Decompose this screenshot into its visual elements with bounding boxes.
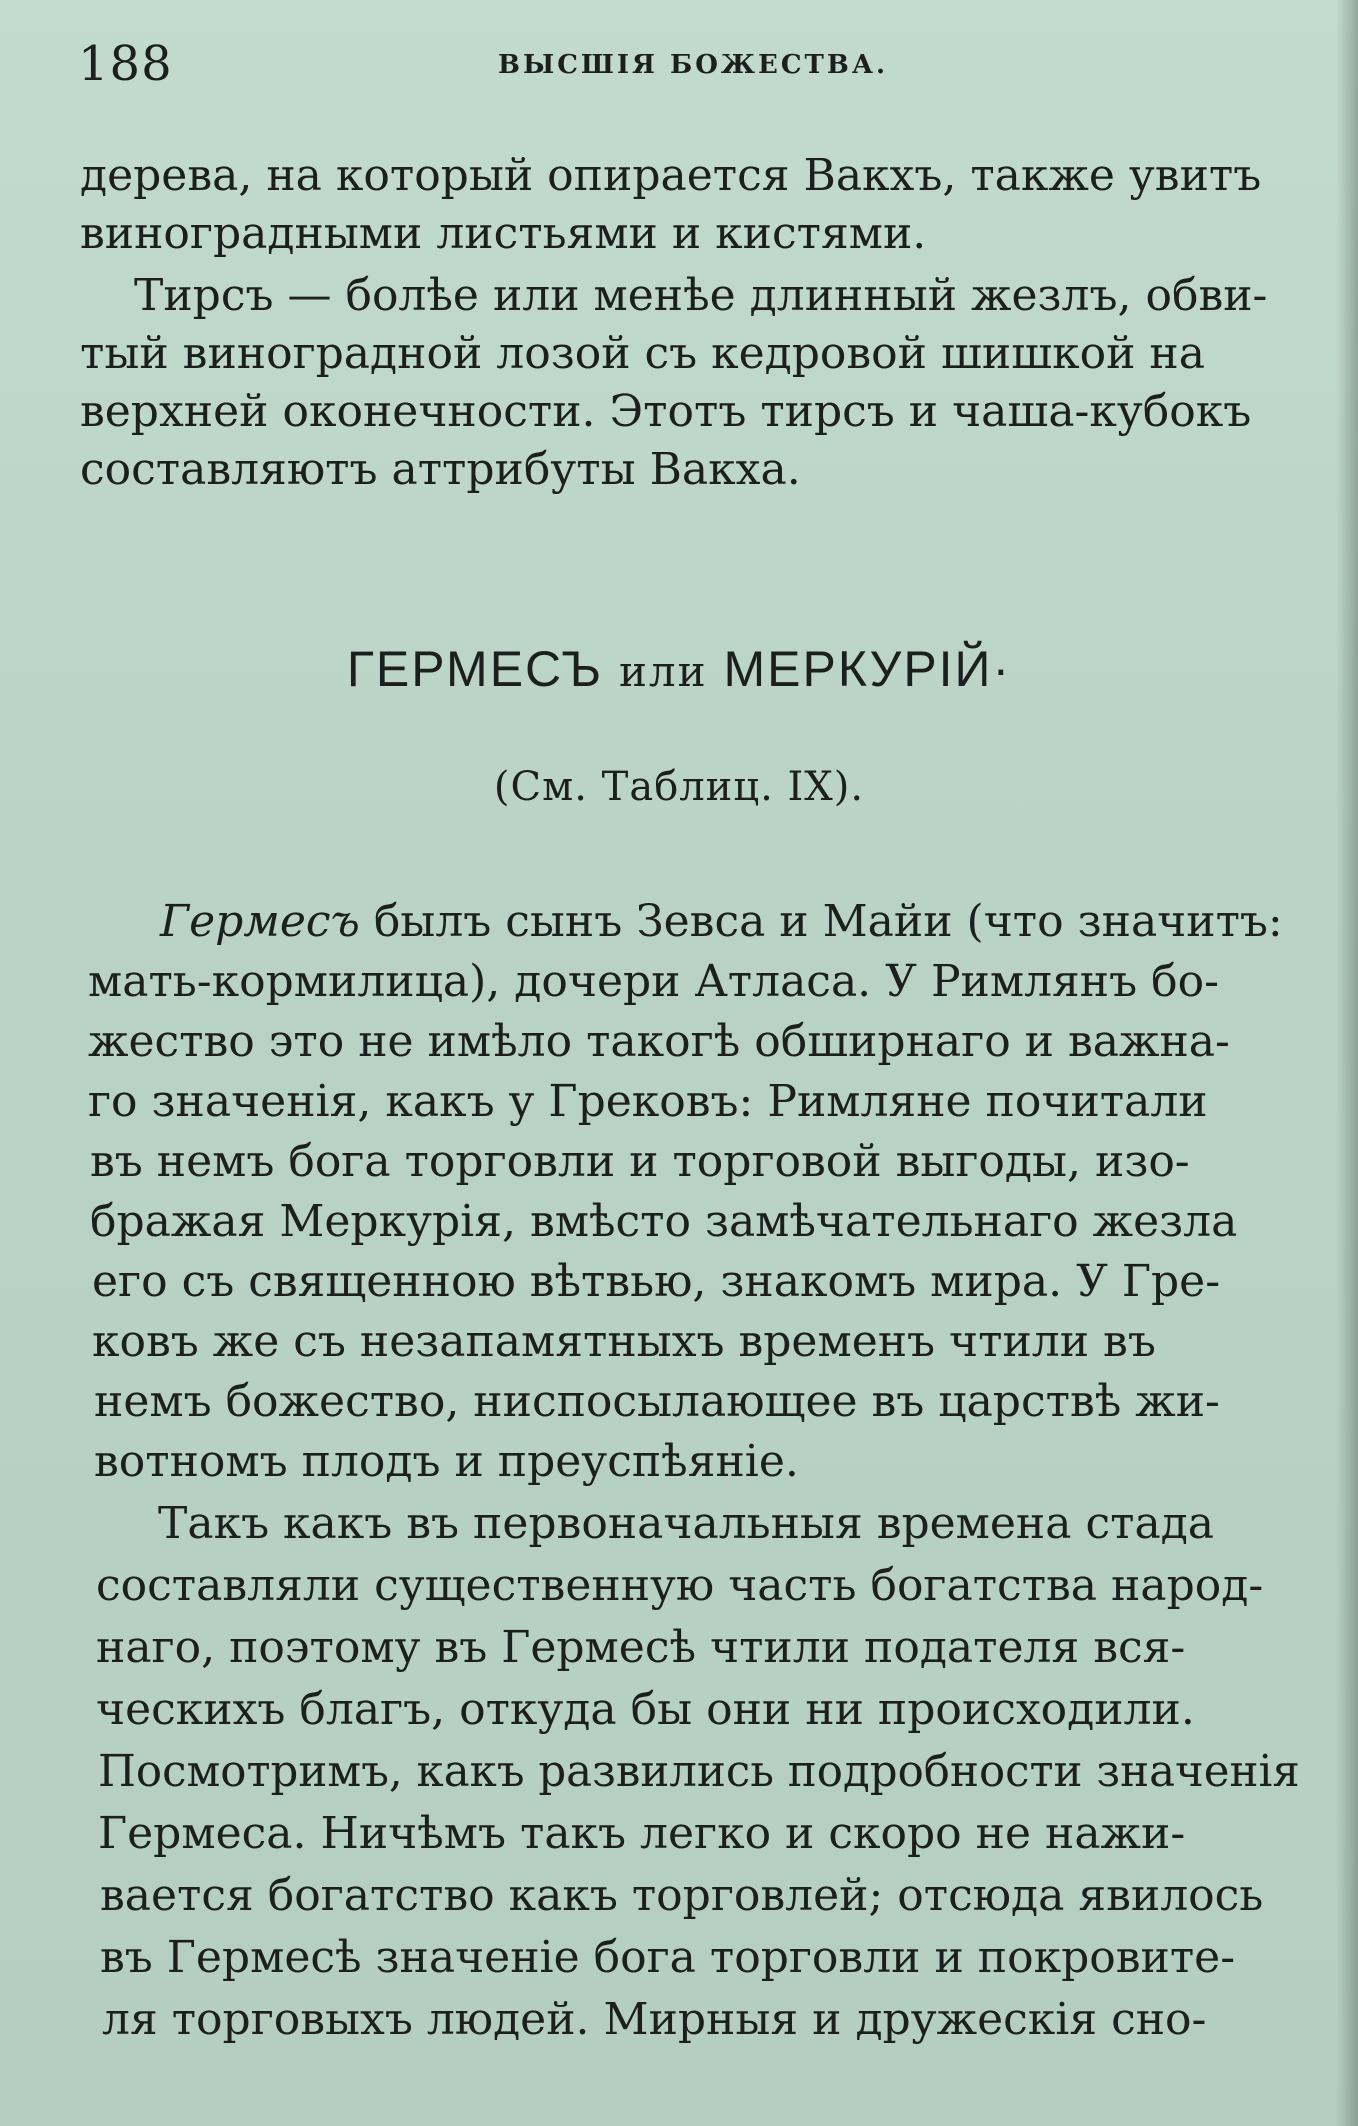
text-line: Такъ какъ въ первоначальныя времена стада [158,1498,1215,1549]
text-line: мать-кормилица), дочери Атласа. У Римлянъ бо- [88,956,1219,1007]
text-line: немъ божество, ниспосылающее въ царствѣ жи- [94,1376,1220,1427]
text-fragment: былъ сынъ Зевса и Майи (что значитъ: [359,896,1283,947]
text-line: ковъ же съ незапамятныхъ временъ чтили въ [92,1316,1156,1367]
section-title-left: ГЕРМЕСЪ [346,641,604,697]
page-number: 188 [78,36,173,92]
text-line: Посмотримъ, какъ развились подробности значенія [98,1746,1300,1797]
text-line: составляли существенную часть богатства народ- [96,1560,1264,1611]
text-line: вотномъ плодъ и преуспѣяніе. [94,1436,799,1487]
section-title [0,640,1358,698]
text-line [160,896,1283,947]
text-line: Тирсъ — болѣе или менѣе длинный жезлъ, обви- [134,270,1268,321]
text-line: дерева, на который опирается Вакхъ, также увитъ [80,150,1262,201]
text-line: виноградными листьями и кистями. [80,208,927,259]
page-edge-shadow [1336,0,1358,2126]
page-header [78,36,1298,96]
section-title-right: МЕРКУРІЙ· [723,641,1012,697]
text-line: вается богатство какъ торговлей; отсюда явилось [100,1870,1264,1921]
text-line: въ немъ бога торговли и торговой выгоды, изо- [90,1136,1190,1187]
text-line: тый виноградной лозой съ кедровой шишкой на [80,328,1205,379]
text-line: въ Гермесѣ значеніе бога торговли и покровите- [100,1932,1236,1983]
text-line: верхней оконечности. Этотъ тирсъ и чаша-кубокъ [80,386,1252,437]
text-line: наго, поэтому въ Гермесѣ чтили подателя вся- [96,1622,1186,1673]
text-line: составляютъ аттрибуты Вакха. [80,444,801,495]
text-line: его съ священною вѣтвью, знакомъ мира. У Гре- [92,1256,1221,1307]
text-line: бражая Меркурія, вмѣсто замѣчательнаго жезла [90,1196,1238,1247]
section-reference: (См. Таблиц. IX). [493,764,865,810]
text-line: го значенія, какъ у Грековъ: Римляне почитали [88,1076,1208,1127]
text-line: жество это не имѣло такогѣ обширнаго и важна- [88,1016,1230,1067]
text-line: ческихъ благъ, откуда бы они ни происходили. [96,1684,1195,1735]
text-line: Гермеса. Ничѣмъ такъ легко и скоро не нажи- [98,1808,1186,1859]
emphasized-name: Гермесъ [160,896,360,947]
running-head: ВЫСШІЯ БОЖЕСТВА. [498,50,889,80]
text-line: ля торговыхъ людей. Мирныя и дружескія сно- [102,1994,1207,2045]
section-title-conjunction: или [618,647,708,696]
